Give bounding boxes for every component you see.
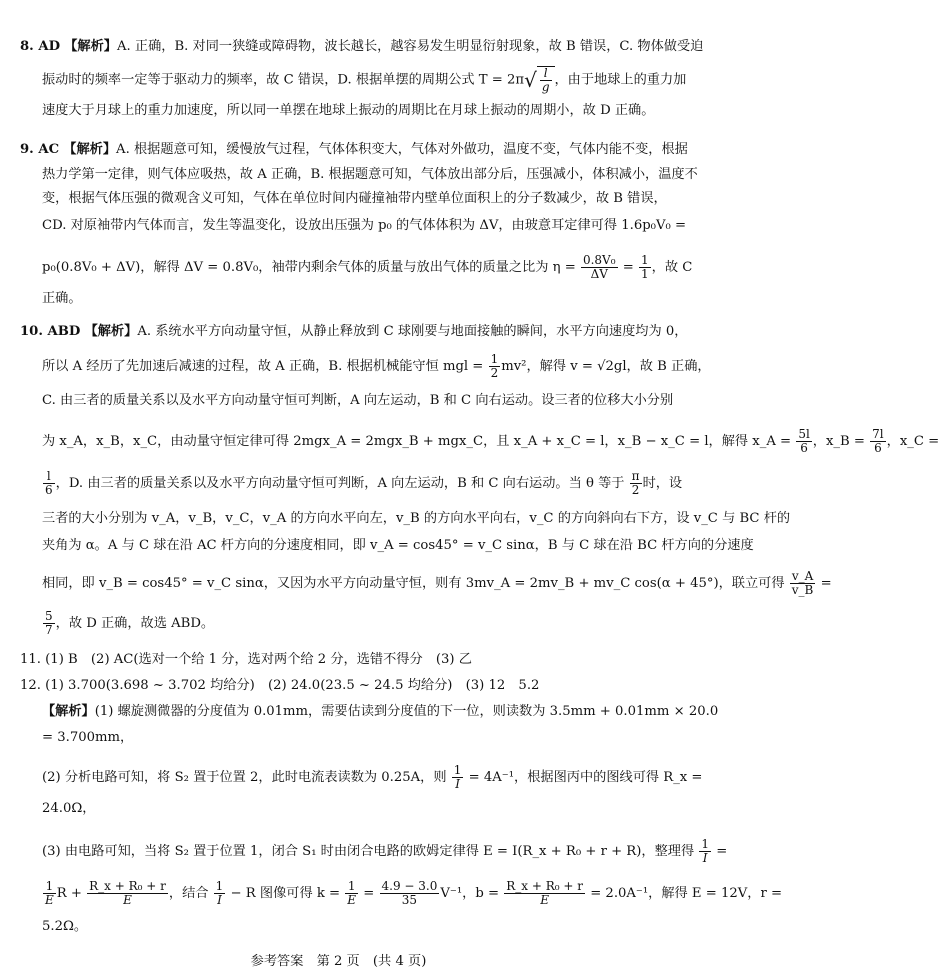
q10-line-7: 夹角为 α。A 与 C 球在沿 AC 杆方向的分速度相同，即 v_A = cos45° = v_C sinα，B 与 C 球在沿 BC 杆方向的分速度	[42, 538, 754, 553]
q10-line-8: 相同，即 v_B = cos45° = v_C sinα，又因为水平方向动量守恒，则有 3mv_A = 2mv_B + mv_C cos(α + 45°)，联立可得 $\frac{v\_A}{v\_B}$ =	[42, 569, 832, 597]
q8-line-1: 8. AD 【解析】A. 正确，B. 对同一狭缝或障碍物，波长越长，越容易发生明显衍射现象，故 B 错误，C. 物体做受迫	[20, 39, 704, 54]
q8-line-3: 速度大于月球上的重力加速度，所以同一单摆在地球上振动的周期比在月球上振动的周期小，故 D 正确。	[42, 103, 655, 118]
q8-line-2: 振动时的频率一定等于驱动力的频率，故 C 错误，D. 根据单摆的周期公式 T = 2π√ $\frac{l}{g}$ ，由于地球上的重力加	[42, 66, 687, 94]
pendulum-sqrt: √ $\frac{l}{g}$	[524, 66, 554, 94]
q12-line-8: 5.2Ω。	[42, 919, 88, 934]
q9-line-3: 变，根据气体压强的微观含义可知，气体在单位时间内碰撞袖带内壁单位面积上的分子数减少，故 B 错误，	[42, 191, 667, 206]
q9-line-6: 正确。	[42, 291, 82, 306]
q8-tag: 【解析】	[64, 39, 117, 54]
q12-line-4: (2) 分析电路可知，将 S₂ 置于位置 2，此时电流表读数为 0.25A，则 $\frac{1}{I}$ = 4A⁻¹，根据图丙中的图线可得 R_x =	[42, 763, 703, 791]
q9-answer: 9. AC	[20, 142, 60, 157]
q9-line-2: 热力学第一定律，则气体应吸热，故 A 正确，B. 根据题意可知，气体放出部分后，压强减小，体积减小，温度不	[42, 167, 698, 182]
q12-line-6: (3) 由电路可知，当将 S₂ 置于位置 1，闭合 S₁ 时由闭合电路的欧姆定律得 E = I(R_x + R₀ + r + R)，整理得 $\frac{1}{I}$ =	[42, 837, 728, 865]
q10-line-1: 10. ABD 【解析】A. 系统水平方向动量守恒，从静止释放到 C 球刚要与地面接触的瞬间，水平方向速度均为 0，	[20, 324, 688, 339]
q10-line-6: 三者的大小分别为 v_A，v_B，v_C，v_A 的方向水平向左，v_B 的方向水平向右，v_C 的方向斜向右下方，设 v_C 与 BC 杆的	[42, 511, 791, 526]
q10-line-2: 所以 A 经历了先加速后减速的过程，故 A 正确，B. 根据机械能守恒 mgl = $\frac{1}{2}$ mv²，解得 v = √2gl，故 B 正确，	[42, 352, 711, 380]
q10-line-9: $\frac{5}{7}$ ，故 D 正确，故选 ABD。	[45, 609, 215, 637]
page-footer: 参考答案 第 2 页 (共 4 页)	[250, 954, 427, 969]
q10-line-3: C. 由三者的质量关系以及水平方向动量守恒可判断，A 向左运动，B 和 C 向右运动。设三者的位移大小分别	[42, 393, 674, 408]
q12-line-1: 12. (1) 3.700(3.698 ~ 3.702 均给分) (2) 24.0(23.5 ~ 24.5 均给分) (3) 12 5.2	[20, 678, 540, 693]
q11-line: 11. (1) B (2) AC(选对一个给 1 分，选对两个给 2 分，选错不得分 (3) 乙	[20, 652, 472, 667]
q12-line-2: 【解析】(1) 螺旋测微器的分度值为 0.01mm，需要估读到分度值的下一位，则读数为 3.5mm + 0.01mm × 20.0	[42, 704, 719, 719]
q12-line-3: = 3.700mm，	[42, 730, 134, 745]
q10-answer: 10. ABD	[20, 324, 81, 339]
q9-line-5: p₀(0.8V₀ + ΔV)，解得 ΔV = 0.8V₀，袖带内剩余气体的质量与放出气体的质量之比为 η = $\frac{\text{0.8V₀}}{\Delta V}$ = $\frac{1}{1}$ ，故 C	[42, 253, 693, 281]
q9-line-4: CD. 对原袖带内气体而言，发生等温变化，设放出压强为 p₀ 的气体体积为 ΔV，由玻意耳定律可得 1.6p₀V₀ =	[42, 218, 686, 233]
q8-answer: 8. AD	[20, 39, 61, 54]
q12-line-7: $\frac{1}{E}$ R + $\frac{\text{R\_x + R₀ + r}}{E}$ ，结合 $\frac{1}{I}$ − R 图像可得 k = $\frac{1}{E}$ = $\frac{4.9 - 3.0}{35}$ V⁻¹，b = $\frac{\text{R\_x + R₀ + r}}{E}$ = 2.0A⁻¹，解得 E = 12V，r =	[45, 879, 783, 907]
q10-line-5: $\frac{l}{6}$ ，D. 由三者的质量关系以及水平方向动量守恒可判断，A 向左运动，B 和 C 向右运动。当 θ 等于 $\frac{\pi}{2}$ 时，设	[45, 469, 683, 497]
q10-line-4: 为 x_A，x_B，x_C，由动量守恒定律可得 2mgx_A = 2mgx_B + mgx_C，且 x_A + x_C = l，x_B − x_C = l，解得 x_A = $\frac{5l}{6}$ ，x_B = $\frac{7l}{6}$ ，x_C =	[42, 427, 939, 455]
q12-line-5: 24.0Ω，	[42, 801, 96, 816]
ratio-fraction: $\frac{\text{0.8V₀}}{\Delta V}$	[582, 253, 616, 281]
q9-line-1: 9. AC 【解析】A. 根据题意可知，缓慢放气过程，气体体积变大，气体对外做功，温度不变，气体内能不变，根据	[20, 142, 688, 157]
